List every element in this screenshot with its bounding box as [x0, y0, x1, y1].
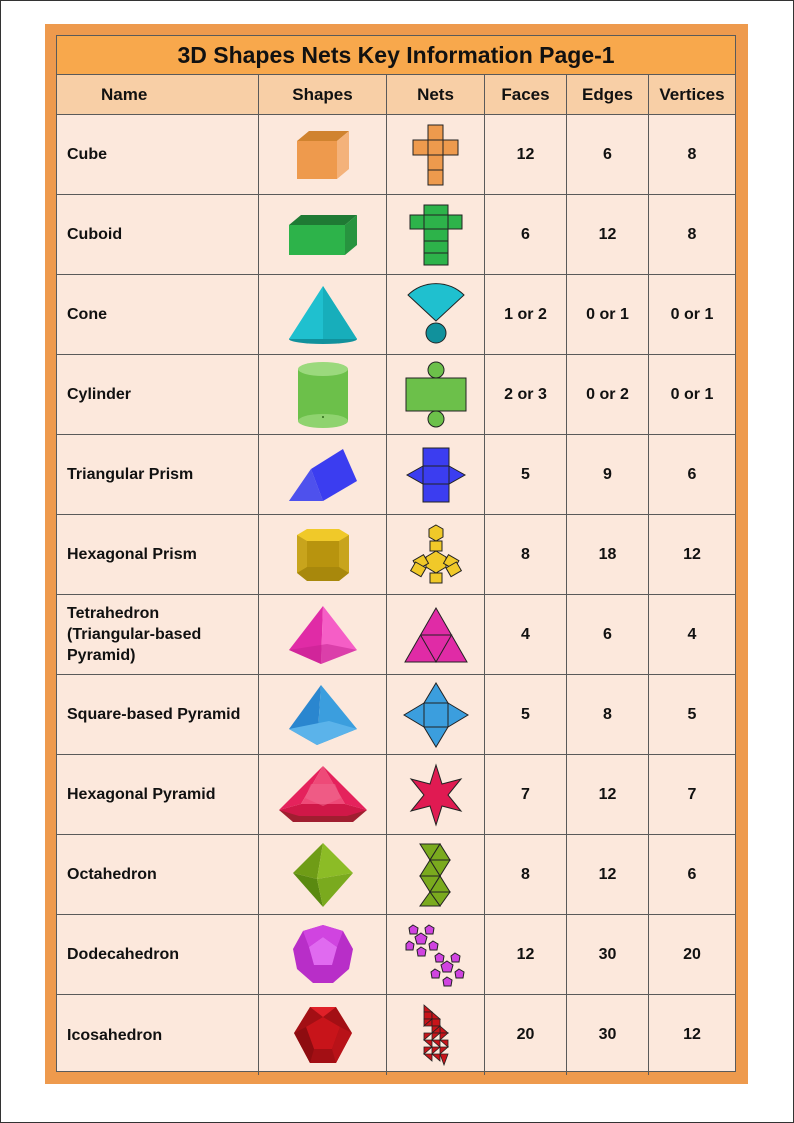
triangular-prism-icon	[287, 447, 359, 503]
shape-name: Dodecahedron	[67, 946, 180, 963]
shape-name: Tetrahedron (Triangular-based Pyramid)	[67, 605, 202, 664]
page-title: 3D Shapes Nets Key Information Page-1	[57, 36, 735, 75]
vertices-value: 5	[687, 705, 697, 723]
header-nets: Nets	[387, 75, 485, 114]
frame	[45, 24, 748, 1084]
cylinder-net-icon	[404, 361, 468, 429]
triangular-prism-net-icon	[405, 447, 467, 503]
faces-value: 12	[516, 945, 535, 963]
dodecahedron-icon	[291, 923, 355, 987]
cube-net-icon	[411, 124, 461, 186]
table-row	[57, 595, 735, 675]
shape-name: Square-based Pyramid	[67, 706, 241, 723]
shape-name: Hexagonal Pyramid	[67, 786, 216, 803]
faces-value: 5	[521, 705, 530, 723]
hexagonal-prism-net-icon	[408, 524, 464, 586]
edges-value: 30	[598, 1026, 617, 1043]
faces-value: 2 or 3	[504, 385, 547, 403]
edges-value: 0 or 2	[586, 385, 629, 403]
edges-value: 12	[598, 225, 617, 243]
faces-value: 7	[521, 785, 530, 803]
icosahedron-net-icon	[418, 1003, 454, 1067]
header-shapes: Shapes	[259, 75, 387, 114]
edges-value: 0 or 1	[586, 305, 629, 323]
vertices-value: 0 or 1	[670, 305, 714, 323]
table-row	[57, 275, 735, 355]
vertices-value: 20	[683, 945, 701, 963]
header-name: Name	[57, 75, 259, 114]
table-row	[57, 675, 735, 755]
shape-name: Cone	[67, 306, 107, 323]
cuboid-net-icon	[409, 204, 463, 266]
table-row	[57, 515, 735, 595]
shape-name: Cuboid	[67, 226, 123, 243]
edges-value: 6	[603, 625, 612, 643]
vertices-value: 12	[683, 545, 701, 563]
vertices-value: 6	[687, 465, 697, 483]
octahedron-net-icon	[416, 842, 456, 908]
vertices-value: 8	[687, 225, 697, 243]
header-vertices: Vertices	[659, 84, 725, 104]
faces-value: 4	[521, 625, 530, 643]
edges-value: 9	[603, 465, 612, 483]
faces-value: 5	[521, 465, 530, 483]
table-row	[57, 755, 735, 835]
edges-value: 12	[598, 785, 617, 803]
table-row	[57, 835, 735, 915]
cylinder-icon	[295, 361, 351, 429]
cone-icon	[287, 284, 359, 346]
faces-value: 8	[521, 865, 530, 883]
vertices-value: 6	[687, 865, 697, 883]
shape-name: Hexagonal Prism	[67, 546, 197, 563]
edges-value: 30	[598, 945, 617, 963]
faces-value: 20	[516, 1026, 535, 1043]
square-pyramid-icon	[287, 683, 359, 747]
table-row	[57, 915, 735, 995]
vertices-value: 8	[687, 145, 697, 163]
faces-value: 1 or 2	[504, 305, 547, 323]
table-row	[57, 435, 735, 515]
shape-name: Triangular Prism	[67, 466, 194, 483]
table-row	[57, 355, 735, 435]
table-row	[57, 995, 735, 1075]
shape-name: Cylinder	[67, 386, 132, 403]
header-faces: Faces	[485, 75, 567, 114]
hexagonal-pyramid-net-icon	[407, 763, 465, 827]
vertices-value: 7	[687, 785, 697, 803]
edges-value: 8	[603, 705, 612, 723]
tetrahedron-net-icon	[403, 606, 469, 664]
edges-value: 12	[598, 865, 617, 883]
shape-name: Cube	[67, 146, 107, 163]
hexagonal-prism-icon	[293, 527, 353, 583]
cone-net-icon	[405, 283, 467, 347]
square-pyramid-net-icon	[402, 681, 470, 749]
table-row	[57, 115, 735, 195]
hexagonal-pyramid-icon	[277, 764, 369, 826]
info-table	[56, 35, 736, 1072]
faces-value: 12	[516, 145, 535, 163]
table-row	[57, 195, 735, 275]
table-header	[57, 75, 735, 115]
vertices-value: 12	[683, 1026, 701, 1043]
faces-value: 6	[521, 225, 530, 243]
header-edges: Edges	[567, 75, 649, 114]
edges-value: 6	[603, 145, 612, 163]
faces-value: 8	[521, 545, 530, 563]
octahedron-icon	[291, 841, 355, 909]
edges-value: 18	[598, 545, 617, 563]
vertices-value: 4	[687, 625, 697, 643]
vertices-value: 0 or 1	[670, 385, 714, 403]
tetrahedron-icon	[287, 604, 359, 666]
shape-name: Icosahedron	[67, 1026, 163, 1044]
icosahedron-icon	[292, 1005, 354, 1065]
cube-icon	[293, 129, 353, 181]
shape-name: Octahedron	[67, 866, 157, 883]
dodecahedron-net-icon	[405, 923, 467, 987]
cuboid-icon	[285, 213, 361, 257]
